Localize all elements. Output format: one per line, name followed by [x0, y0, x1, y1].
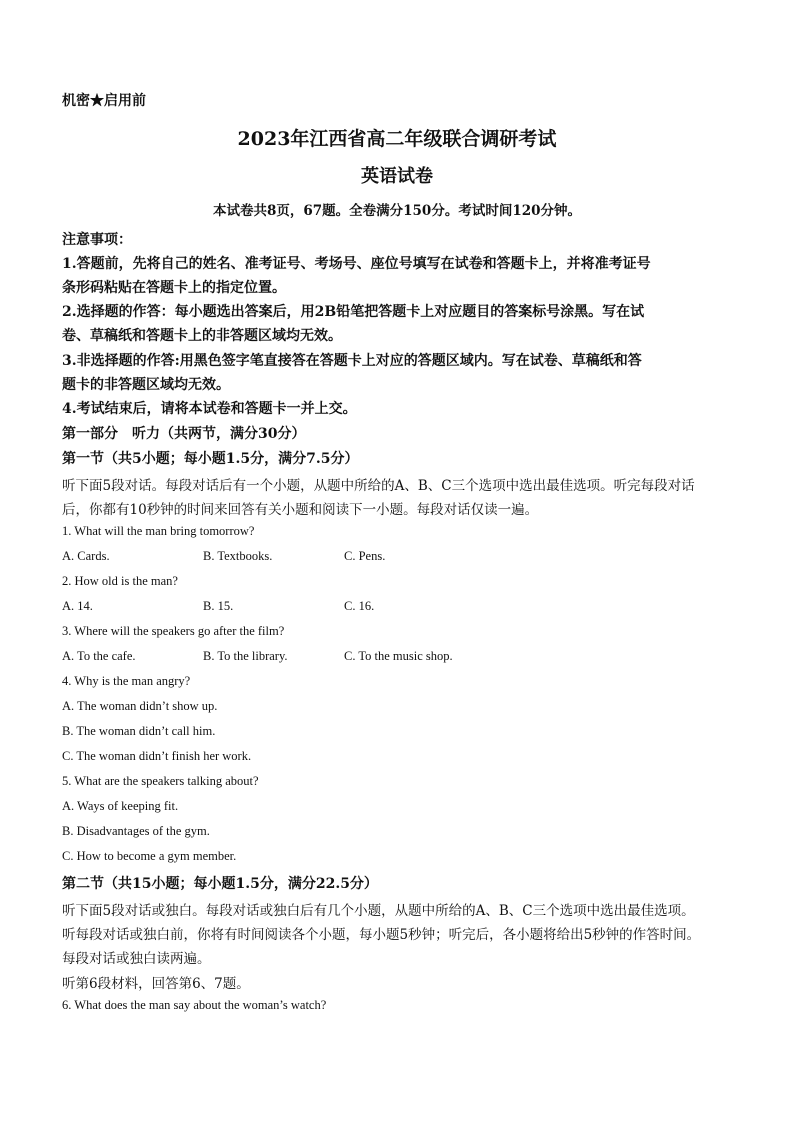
q2-option-b[interactable]: B. 15.	[203, 599, 234, 613]
q3-option-b[interactable]: B. To the library.	[203, 649, 288, 663]
notice-line: 题卡的非答题区域均无效。	[62, 377, 230, 393]
notice-line: 3.非选择题的作答:用黑色签字笔直接答在答题卡上对应的答题区域内。写在试卷、草稿纸和答	[62, 353, 642, 369]
q5-option-b[interactable]: B. Disadvantages of the gym.	[62, 824, 210, 838]
q2-option-c[interactable]: C. 16.	[344, 599, 375, 613]
section2-instruction: 每段对话或独白读两遍。	[62, 951, 211, 967]
notice-line: 1.答题前，先将自己的姓名、准考证号、考场号、座位号填写在试卷和答题卡上，并将准考证号	[62, 256, 651, 272]
q1-option-a[interactable]: A. Cards.	[62, 549, 110, 563]
exam-info: 本试卷共8页，67题。全卷满分150分。考试时间120分钟。	[212, 203, 582, 219]
question-2: 2. How old is the man?	[62, 574, 178, 588]
section2-instruction: 听每段对话或独白前，你将有时间阅读各个小题，每小题5秒钟；听完后，各小题将给出5秒钟的作答时间。	[62, 927, 701, 943]
question-4: 4. Why is the man angry?	[62, 674, 191, 688]
question-3: 3. Where will the speakers go after the film?	[62, 624, 285, 638]
exam-title: 2023年江西省高二年级联合调研考试	[237, 128, 557, 150]
part1-heading: 第一部分 听力（共两节，满分30分）	[62, 426, 306, 442]
confidential-label: 机密★启用前	[62, 93, 146, 109]
q4-option-c[interactable]: C. The woman didn’t finish her work.	[62, 749, 252, 763]
exam-subtitle: 英语试卷	[361, 166, 433, 187]
section1-instruction: 听下面5段对话。每段对话后有一个小题，从题中所给的A、B、C三个选项中选出最佳选项。听完每段对话	[62, 478, 695, 494]
notice-line: 4.考试结束后，请将本试卷和答题卡一并上交。	[62, 401, 357, 417]
notice-line: 卷、草稿纸和答题卡上的非答题区域均无效。	[62, 328, 342, 344]
section2-instruction: 听下面5段对话或独白。每段对话或独白后有几个小题，从题中所给的A、B、C三个选项中选出最佳选项。	[62, 903, 695, 919]
q1-option-b[interactable]: B. Textbooks.	[203, 549, 273, 563]
question-6: 6. What does the man say about the woman’s watch?	[62, 998, 327, 1012]
question-5: 5. What are the speakers talking about?	[62, 774, 259, 788]
material-note: 听第6段材料，回答第6、7题。	[62, 976, 250, 992]
q1-option-c[interactable]: C. Pens.	[344, 549, 386, 563]
section1-heading: 第一节（共5小题；每小题1.5分，满分7.5分）	[62, 451, 359, 467]
q5-option-a[interactable]: A. Ways of keeping fit.	[62, 799, 179, 813]
section2-heading: 第二节（共15小题；每小题1.5分，满分22.5分）	[62, 876, 378, 892]
section1-instruction: 后，你都有10秒钟的时间来回答有关小题和阅读下一小题。每段对话仅读一遍。	[62, 502, 539, 518]
q4-option-b[interactable]: B. The woman didn’t call him.	[62, 724, 216, 738]
notice-line: 2.选择题的作答：每小题选出答案后，用2B铅笔把答题卡上对应题目的答案标号涂黑。写在试	[62, 304, 645, 320]
q2-option-a[interactable]: A. 14.	[62, 599, 93, 613]
q4-option-a[interactable]: A. The woman didn’t show up.	[62, 699, 218, 713]
q3-option-a[interactable]: A. To the cafe.	[62, 649, 136, 663]
notice-line: 条形码粘贴在答题卡上的指定位置。	[62, 280, 286, 296]
q3-option-c[interactable]: C. To the music shop.	[344, 649, 453, 663]
notice-heading: 注意事项：	[62, 232, 132, 248]
q5-option-c[interactable]: C. How to become a gym member.	[62, 849, 237, 863]
question-1: 1. What will the man bring tomorrow?	[62, 524, 255, 538]
